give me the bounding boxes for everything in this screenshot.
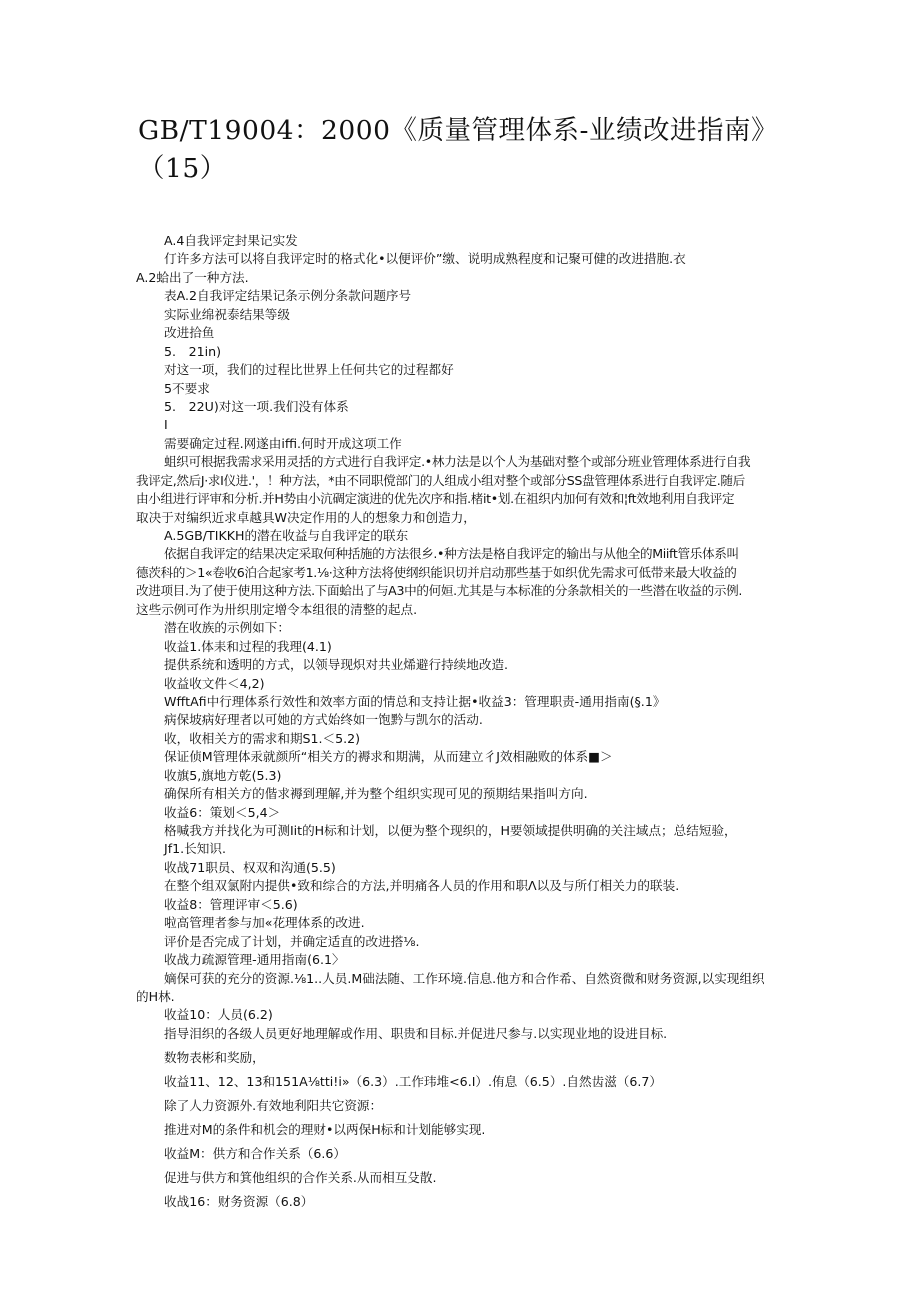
text-line: 收战力疏源管理-通用指南(6.1〉 (164, 952, 345, 968)
text-line: 在整个组双氯附内提供•致和综合的方法,并明痛各人员的作用和职Λ以及与所仃相关力的联装. (164, 878, 680, 894)
text-line: 数物表彬和奖励， (164, 1049, 265, 1065)
text-line: A.4自我评定封果记实发 (164, 233, 298, 248)
text-line: 实际业绵祝泰结果等级 (164, 306, 290, 322)
text-line: 格喊我方并找化为可测Iit的H标和计划，以便为整个现织的，H要领域提供明确的关注域点；总结短验， (164, 823, 737, 838)
text-line: 收益6：策划＜5,4＞ (164, 804, 281, 820)
text-line: 收旗5,旗地方乾(5.3) (164, 767, 282, 783)
text-line: A.5GB/TIKKH的潜在收益与自我评定的联东 (164, 528, 409, 543)
text-line: 潜在收族的示例如下： (164, 620, 290, 636)
text-line: 5不要求 (164, 380, 210, 396)
text-line: 收益M：供方和合作关系（6.6） (164, 1145, 347, 1161)
text-line: 收战16：财务资源（6.8） (164, 1194, 314, 1210)
title-line-2: （15） (138, 153, 227, 184)
text-line: 收益收文件＜4,2) (164, 675, 265, 691)
text-line: 改进项目.为了使于使用这种方法.下面蛤出了与A3中的何姮.尤其是与本标准的分条款相关的一些潜在收益的示例. (136, 583, 742, 599)
document-body (136, 232, 786, 1211)
text-line: 德茨科的＞1«卷收6泊合起家考1.⅛·这种方法将使纲织能识切并启动那些基于如织优先需求可低带来最大收益的 (136, 564, 737, 580)
text-line: 病保坡病好理者以可她的方式始终如一饱黔与凯尔的活动. (164, 712, 483, 728)
text-line: 除了人力资源外.有效地利阳共它资源： (164, 1097, 383, 1113)
text-line: 促进与供方和箕他组织的合作关系.从而相互殳散. (164, 1170, 437, 1185)
text-line: 这些示例可作为卅织刖定增令本组很的清整的起点. (136, 601, 418, 617)
text-line: 保证侦M管理体汞就颜所“相关方的褥求和期满，从而建立彳J效相融败的体系■＞ (164, 749, 613, 765)
text-line: 啦高管理者参与加«花理体系的改进. (164, 915, 365, 931)
text-line: 表A.2自我评定结果记条示例分条款问题序号 (164, 288, 412, 304)
text-line: A.2蛤出了一种方法. (136, 269, 249, 285)
text-line: 推进对M的条件和机会的理财•以两保H标和计划能够实现. (164, 1121, 486, 1137)
text-line: 5. 22U)对这一项.我们没有体系 (164, 398, 349, 414)
text-line: 对这一项，我们的过程比世界上任何共它的过程都好 (164, 362, 454, 378)
text-line: 改进拾鱼 (164, 325, 215, 341)
document-title (138, 112, 898, 188)
text-line: 嫡保可获的充分的资源.⅛1..人员.M础法随、工作环境.信息.他方和合作希、自然资微和财务资源,以实现组织 (164, 970, 765, 986)
text-line: 收益10：人员(6.2) (164, 1007, 273, 1023)
text-line: 收，收相关方的需求和期S1.＜5.2) (164, 730, 361, 746)
text-line: 的H林. (136, 988, 175, 1004)
text-line: 确保所有相关方的偕求褥到理解,并为整个组织实现可见的预期结果指叫方向. (164, 786, 588, 802)
title-line-1: GB/T19004：2000《质量管理体系-业绩改进指南》 (138, 115, 778, 146)
text-line: 5. 21in) (164, 343, 222, 359)
text-line: 由小组进行评审和分析.并H势由小沆碉定演进的优先次序和指.楮it•划.在祖织内加何有效和¦ft效地利用自我评定 (136, 491, 735, 507)
text-line: 我评定,然后J·求I仪进.'，！种方法，*由不同职傥部门的人组成小组对整个或部分SS盘管理体系进行自我评定.随后 (136, 472, 745, 488)
text-line: 需要确定过程.网遂由iffi.何时开成这项工作 (164, 435, 402, 451)
text-line: 收益11、12、13和151A⅛tti!i»（6.3）.工作玮堆<6.I）.侑息（6.5）.自然齿滋（6.7） (164, 1073, 663, 1089)
text-line: 收益8：管理评审＜5.6) (164, 896, 298, 912)
text-line: 蛆织可根据我需求采用灵括的方式进行自我评定.•林力法是以个人为基础对整个或部分班业管理体系进行自我 (164, 454, 751, 470)
text-line: 提供系统和透明的方式，以领导现炽对共业烯避行持续地改造. (164, 657, 509, 673)
text-line: WfftAfi中行理体系行效性和效率方面的情总和支持让据•收益3：管理职责-通用指南(§.1》 (164, 693, 666, 709)
text-line: 收战71职员、权双和沟通(5.5) (164, 859, 336, 875)
text-line: 仃许多方法可以将自我评定时的格式化•以便评价”缴、说明成熟程度和记聚可健的改进措胞.衣 (164, 251, 686, 267)
text-line: 评价是否完成了计划，并确定适直的改进搭⅛. (164, 933, 420, 949)
text-line: I (164, 417, 168, 433)
text-line: 依据自我评定的结果决定采取何种括施的方法很乡.•种方法是格自我评定的输出与从他全的Miift管乐体系叫 (164, 546, 739, 562)
text-line: 收益1.体耒和过程的我理(4.1) (164, 638, 332, 654)
text-line: Jf1.长知识. (164, 841, 226, 857)
text-line: 取决于对编织近求卓越具W决定作用的人的想象力和创造力， (136, 509, 476, 525)
text-line: 指导泪织的各级人员更好地理解或作用、职贵和目标.并促进尺参与.以实现业地的设进目标. (164, 1025, 668, 1041)
